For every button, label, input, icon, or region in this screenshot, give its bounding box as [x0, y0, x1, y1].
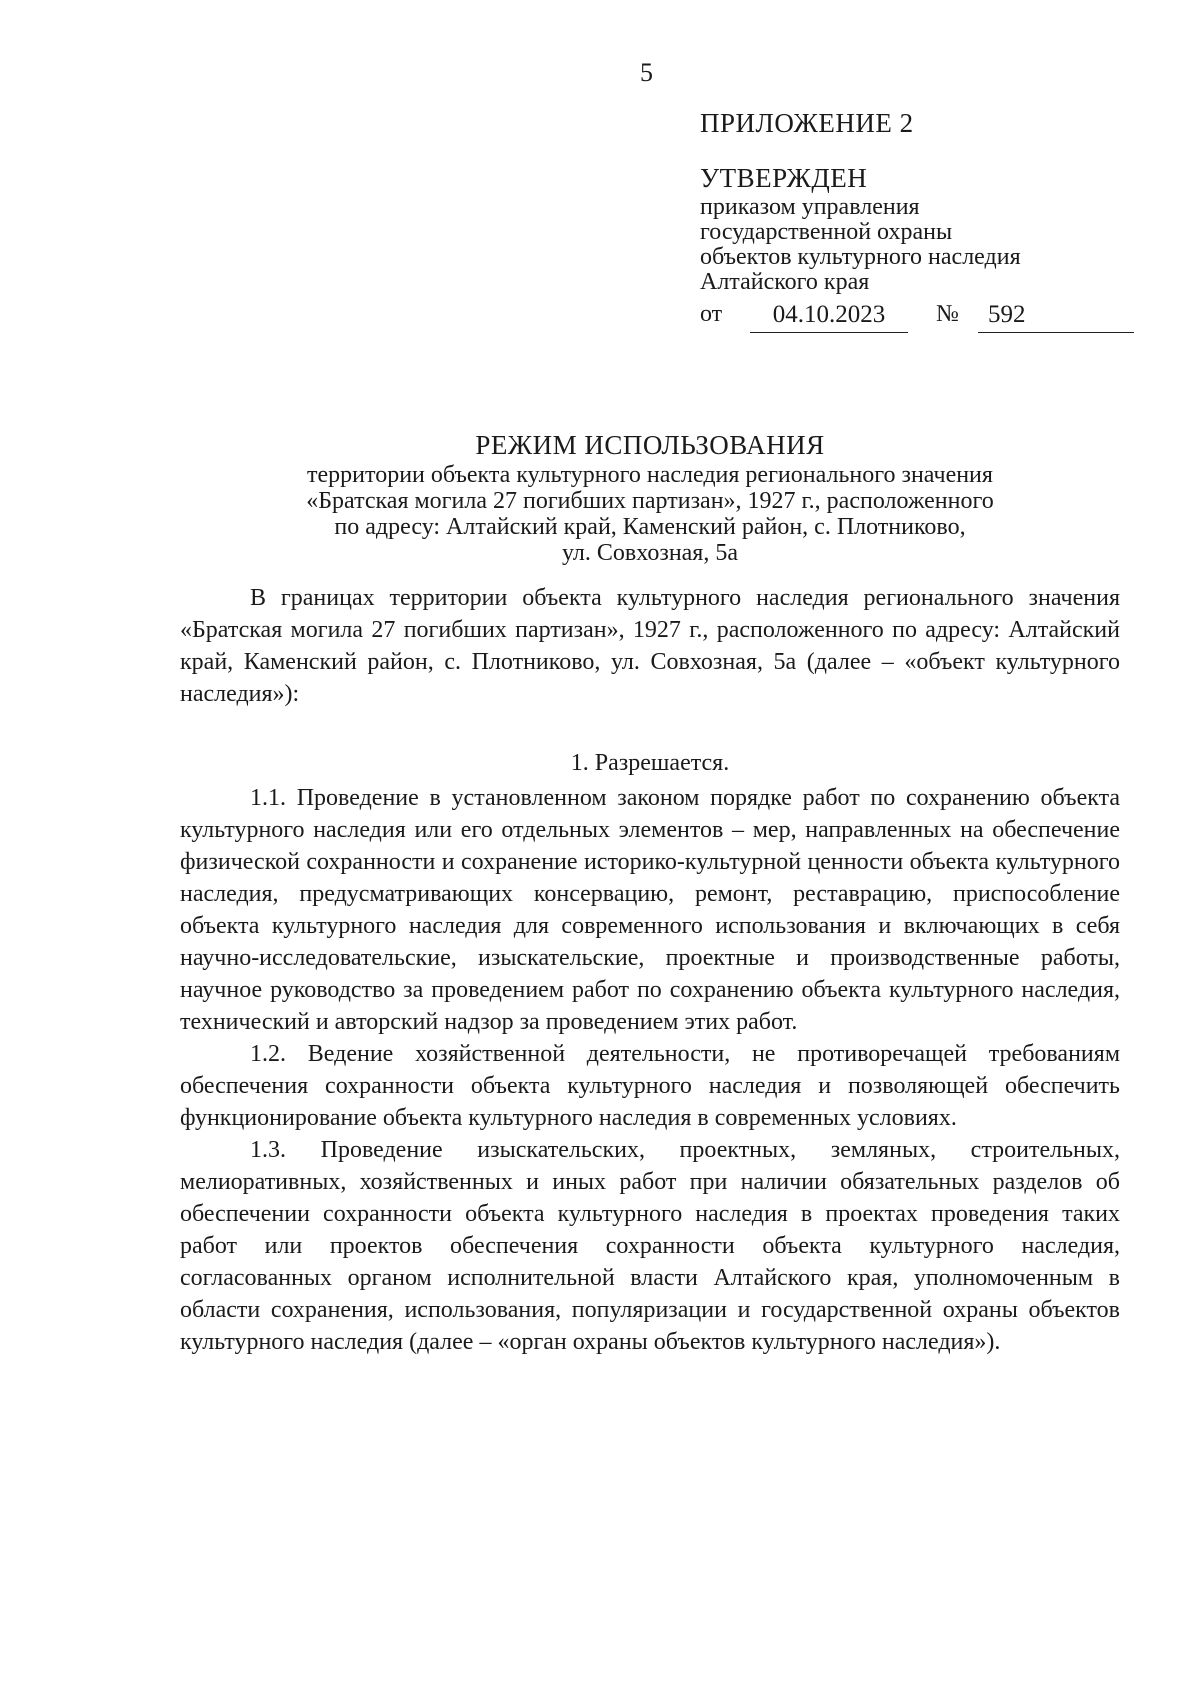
approval-issuer	[700, 195, 1140, 295]
order-reference	[700, 297, 1140, 331]
list-item: 1.1. Проведение в установленном законом порядке работ по сохранению объекта культурного наследия или его отдельных элементов – мер, направленных на обеспечение физической сохранности и сохранение историко-культурной ценности объекта культурного наследия, предусматривающих консервацию, ремонт, реставрацию, приспособление объекта культурного наследия для современного использования и включающих в себя научно-исследовательские, изыскательские, проектные и производственные работы, научное руководство за проведением работ по сохранению объекта культурного наследия, технический и авторский надзор за проведением этих работ.	[180, 785, 1120, 1035]
order-date: 04.10.2023	[750, 301, 908, 333]
list-item: 1.3. Проведение изыскательских, проектных, земляных, строительных, мелиоративных, хозяйственных и иных работ при наличии обязательных разделов об обеспечении сохранности объекта культурного наследия в проектах проведения таких работ или проектов обеспечения сохранности объекта культурного наследия, согласованных органом исполнительной власти Алтайского края, уполномоченным в области сохранения, использования, популяризации и государственной охраны объектов культурного наследия (далее – «орган охраны объектов культурного наследия»).	[180, 1137, 1120, 1355]
from-label: от	[700, 301, 723, 327]
number-sign: №	[936, 301, 959, 327]
approval-line: государственной охраны	[700, 219, 953, 245]
heading-line: «Братская могила 27 погибших партизан», 1927 г., расположенного	[306, 488, 994, 514]
approval-line: объектов культурного наследия	[700, 244, 1021, 270]
document-heading	[180, 428, 1120, 566]
approval-line: Алтайского края	[700, 269, 870, 295]
section-items	[180, 782, 1120, 1358]
section-title: 1. Разрешается.	[570, 750, 730, 776]
approval-line: приказом управления	[700, 194, 920, 220]
order-number: 592	[978, 301, 1134, 333]
approval-block	[700, 108, 1140, 331]
document-title: РЕЖИМ ИСПОЛЬЗОВАНИЯ	[475, 430, 825, 460]
approved-label: УТВЕРЖДЕН	[700, 163, 868, 193]
intro-text: В границах территории объекта культурного наследия регионального значения «Братская могила 27 погибших партизан», 1927 г., расположенного по адресу: Алтайский край, Каменский район, с. Плотниково, ул. Совхозная, 5а (далее – «объект культурного наследия»):	[180, 585, 1120, 707]
page-number: 5	[640, 58, 653, 87]
list-item: 1.2. Ведение хозяйственной деятельности, не противоречащей требованиям обеспечения сохранности объекта культурного наследия и позволяющей обеспечить функционирование объекта культурного наследия в современных условиях.	[180, 1041, 1120, 1131]
intro-paragraph	[180, 582, 1120, 710]
heading-line: по адресу: Алтайский край, Каменский район, с. Плотниково,	[334, 514, 966, 540]
heading-line: территории объекта культурного наследия регионального значения	[307, 462, 993, 488]
appendix-label: ПРИЛОЖЕНИЕ 2	[700, 108, 914, 138]
heading-line: ул. Совхозная, 5а	[561, 540, 738, 566]
